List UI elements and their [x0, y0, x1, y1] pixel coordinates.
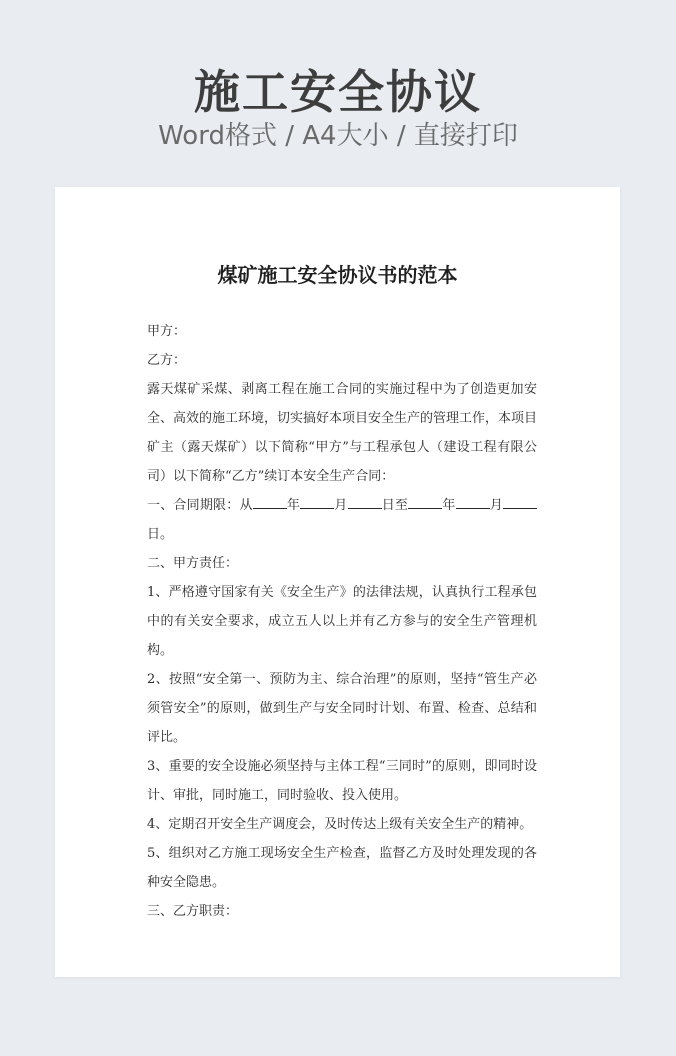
document-body — [147, 317, 537, 926]
contract-term-line — [147, 491, 537, 549]
term-month1: 月 — [334, 498, 348, 513]
party-b-line: 乙方： — [147, 353, 187, 368]
intro-paragraph: 露天煤矿采煤、剥离工程在施工合同的实施过程中为了创造更加安全、高效的施工环境，切实搞好本项目安全生产的管理工作，本项目矿主（露天煤矿）以下简称“甲方”与工程承包人（建设工程有限公司）以下简称“乙方”续订本安全生产合同： — [147, 382, 538, 484]
blank-line — [300, 494, 334, 509]
blank-line — [253, 494, 287, 509]
term-year2: 年 — [442, 498, 456, 513]
blank-line — [503, 494, 537, 509]
document-page — [55, 187, 620, 977]
list-item: 3、重要的安全设施必须坚持与主体工程“三同时”的原则，即同时设计、审批，同时施工，同时验收、投入使用。 — [147, 759, 537, 803]
term-month2: 月 — [489, 498, 503, 513]
page-subtitle: Word格式 / A4大小 / 直接打印 — [158, 121, 518, 151]
list-item: 5、组织对乙方施工现场安全生产检查，监督乙方及时处理发现的各种安全隐患。 — [147, 846, 537, 890]
page-title: 施工安全协议 — [194, 65, 482, 119]
list-item: 1、严格遵守国家有关《安全生产》的法律法规，认真执行工程承包中的有关安全要求，成立五人以上并有乙方参与的安全生产管理机构。 — [147, 585, 537, 658]
section-heading: 二、甲方责任： — [147, 556, 239, 571]
term-day1: 日至 — [381, 498, 409, 513]
term-year1: 年 — [286, 498, 301, 513]
blank-line — [348, 494, 382, 509]
blank-line — [456, 494, 490, 509]
party-a-line: 甲方： — [147, 324, 187, 339]
section-heading: 三、乙方职责： — [147, 904, 239, 919]
list-item: 4、定期召开安全生产调度会，及时传达上级有关安全生产的精神。 — [147, 817, 533, 832]
document-title: 煤矿施工安全协议书的范本 — [217, 263, 458, 287]
blank-line — [408, 494, 442, 509]
term-day2: 日。 — [147, 527, 174, 542]
list-item: 2、按照“安全第一、预防为主、综合治理”的原则，坚持“管生产必须管安全”的原则，做到生产与安全同时计划、布置、检查、总结和评比。 — [147, 672, 537, 745]
term-prefix: 一、合同期限：从 — [147, 498, 253, 513]
